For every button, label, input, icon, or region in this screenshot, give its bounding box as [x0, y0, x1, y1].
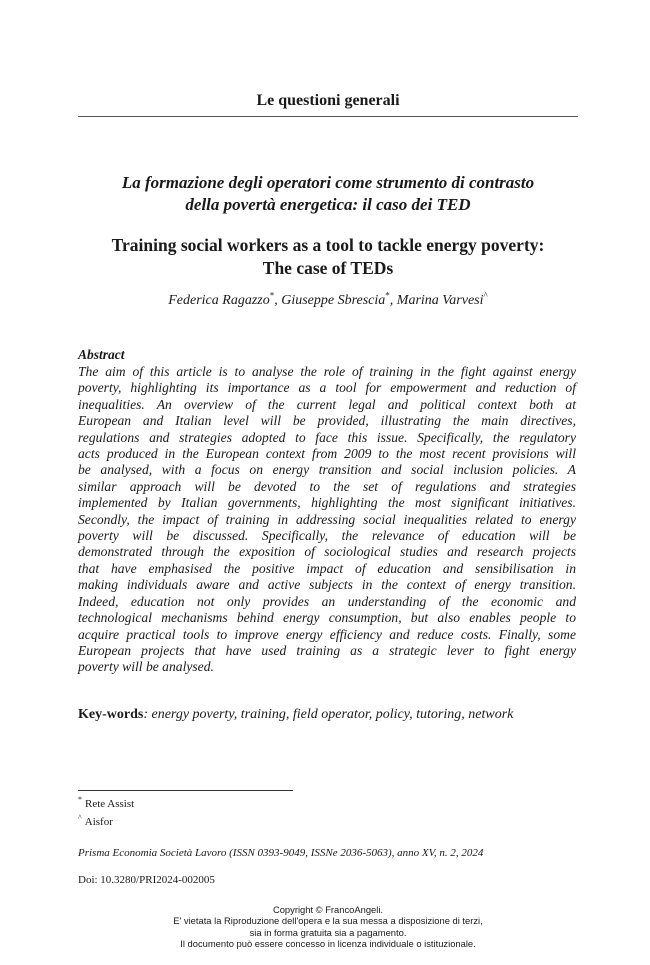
footnote-mark: *: [78, 795, 82, 805]
abstract-line: The aim of this article is to analyse the role of training in the fight against energy: [78, 364, 576, 379]
author-list: [78, 290, 578, 309]
english-title-line: The case of TEDs: [262, 258, 394, 278]
english-title-line: Training social workers as a tool to tackle energy poverty:: [111, 235, 545, 255]
author-separator: ,: [389, 293, 397, 308]
author-name: Federica Ragazzo: [168, 293, 270, 308]
abstract-line: that have emphasised the positive impact of education and sensibilisation in: [78, 560, 576, 576]
abstract-line: poverty, highlighting its importance as a tool for empowerment and reduction of: [78, 380, 576, 396]
abstract-body: [78, 364, 576, 676]
copyright-line: sia in forma gratuita sia a pagamento.: [249, 926, 407, 938]
affiliation-mark: *: [385, 290, 390, 301]
doi: Doi: 10.3280/PRI2024-002005: [78, 874, 215, 886]
abstract-line: Indeed, education not only provides an understanding of the economic and: [78, 593, 576, 609]
footnote-mark: ^: [78, 813, 82, 823]
abstract-line: Secondly, the impact of training in addressing social inequalities related to energy: [78, 511, 576, 527]
copyright-line: E' vietata la Riproduzione dell'opera e la sua messa a disposizione di terzi,: [173, 915, 483, 927]
author-separator: ,: [274, 293, 282, 308]
copyright-line: Copyright © FrancoAngeli.: [272, 904, 384, 915]
affiliation-mark: ^: [483, 290, 488, 301]
author-name: Giuseppe Sbrescia: [281, 293, 386, 308]
footnote: [78, 795, 135, 810]
abstract-line: implemented by Italian governments, highlighting the most significant initiatives.: [78, 495, 576, 511]
abstract-line: regulations and strategies adopted to face this issue. Specifically, the regulatory: [78, 429, 576, 445]
copyright-notice: [100, 904, 556, 949]
abstract-heading: Abstract: [78, 347, 125, 362]
footnote: [78, 813, 113, 828]
abstract-line: poverty will be analysed.: [78, 659, 214, 675]
journal-citation: Prisma Economia Società Lavoro (ISSN 0393-9049, ISSNe 2036-5063), anno XV, n. 2, 2024: [78, 847, 484, 859]
section-header: Le questioni generali: [256, 92, 400, 109]
affiliation-mark: *: [269, 290, 275, 301]
abstract-line: acquire practical tools to improve energy efficiency and reduce costs. Finally, some: [78, 626, 576, 642]
abstract-line: technological mechanisms behind energy consumption, but also enables people to: [78, 610, 576, 626]
italian-title-line: della povertà energetica: il caso dei TED: [185, 195, 471, 214]
keywords-text: : energy poverty, training, field operator, policy, tutoring, network: [143, 707, 514, 722]
copyright-line: Il documento può essere concesso in licenza individuale o istituzionale.: [180, 937, 476, 949]
italian-title: [78, 172, 578, 216]
abstract-line: poverty will be discussed. Specifically, the relevance of education will be: [78, 528, 576, 544]
keywords-label: Key-words: [78, 707, 144, 722]
header-rule: [78, 116, 578, 117]
abstract-line: acts produced in the European context from 2009 to the most recent provisions will: [78, 446, 576, 462]
abstract-line: demonstrated through the exposition of sociological studies and research projects: [78, 544, 576, 560]
italian-title-line: La formazione degli operatori come strumento di contrasto: [121, 173, 535, 192]
keywords: [78, 707, 513, 723]
english-title: [78, 234, 578, 280]
abstract-line: be analysed, with a focus on energy transition and social inclusion policies. A: [78, 462, 576, 478]
abstract-line: European projects that have used training as a strategic lever to fight energy: [78, 642, 576, 658]
abstract-line: inequalities. An overview of the current legal and political context both at: [78, 396, 576, 412]
footnote-rule: [78, 790, 293, 791]
abstract-line: European and Italian level will be provided, illustrating the main directives,: [78, 413, 576, 429]
footnote-text: Rete Assist: [85, 798, 135, 810]
abstract-line: making individuals aware and active subjects in the context of energy transition.: [78, 577, 576, 593]
abstract-line: similar approach will be devoted to the set of regulations and strategies: [78, 478, 576, 494]
footnote-text: Aisfor: [84, 816, 113, 828]
author-name: Marina Varvesi: [396, 293, 484, 308]
